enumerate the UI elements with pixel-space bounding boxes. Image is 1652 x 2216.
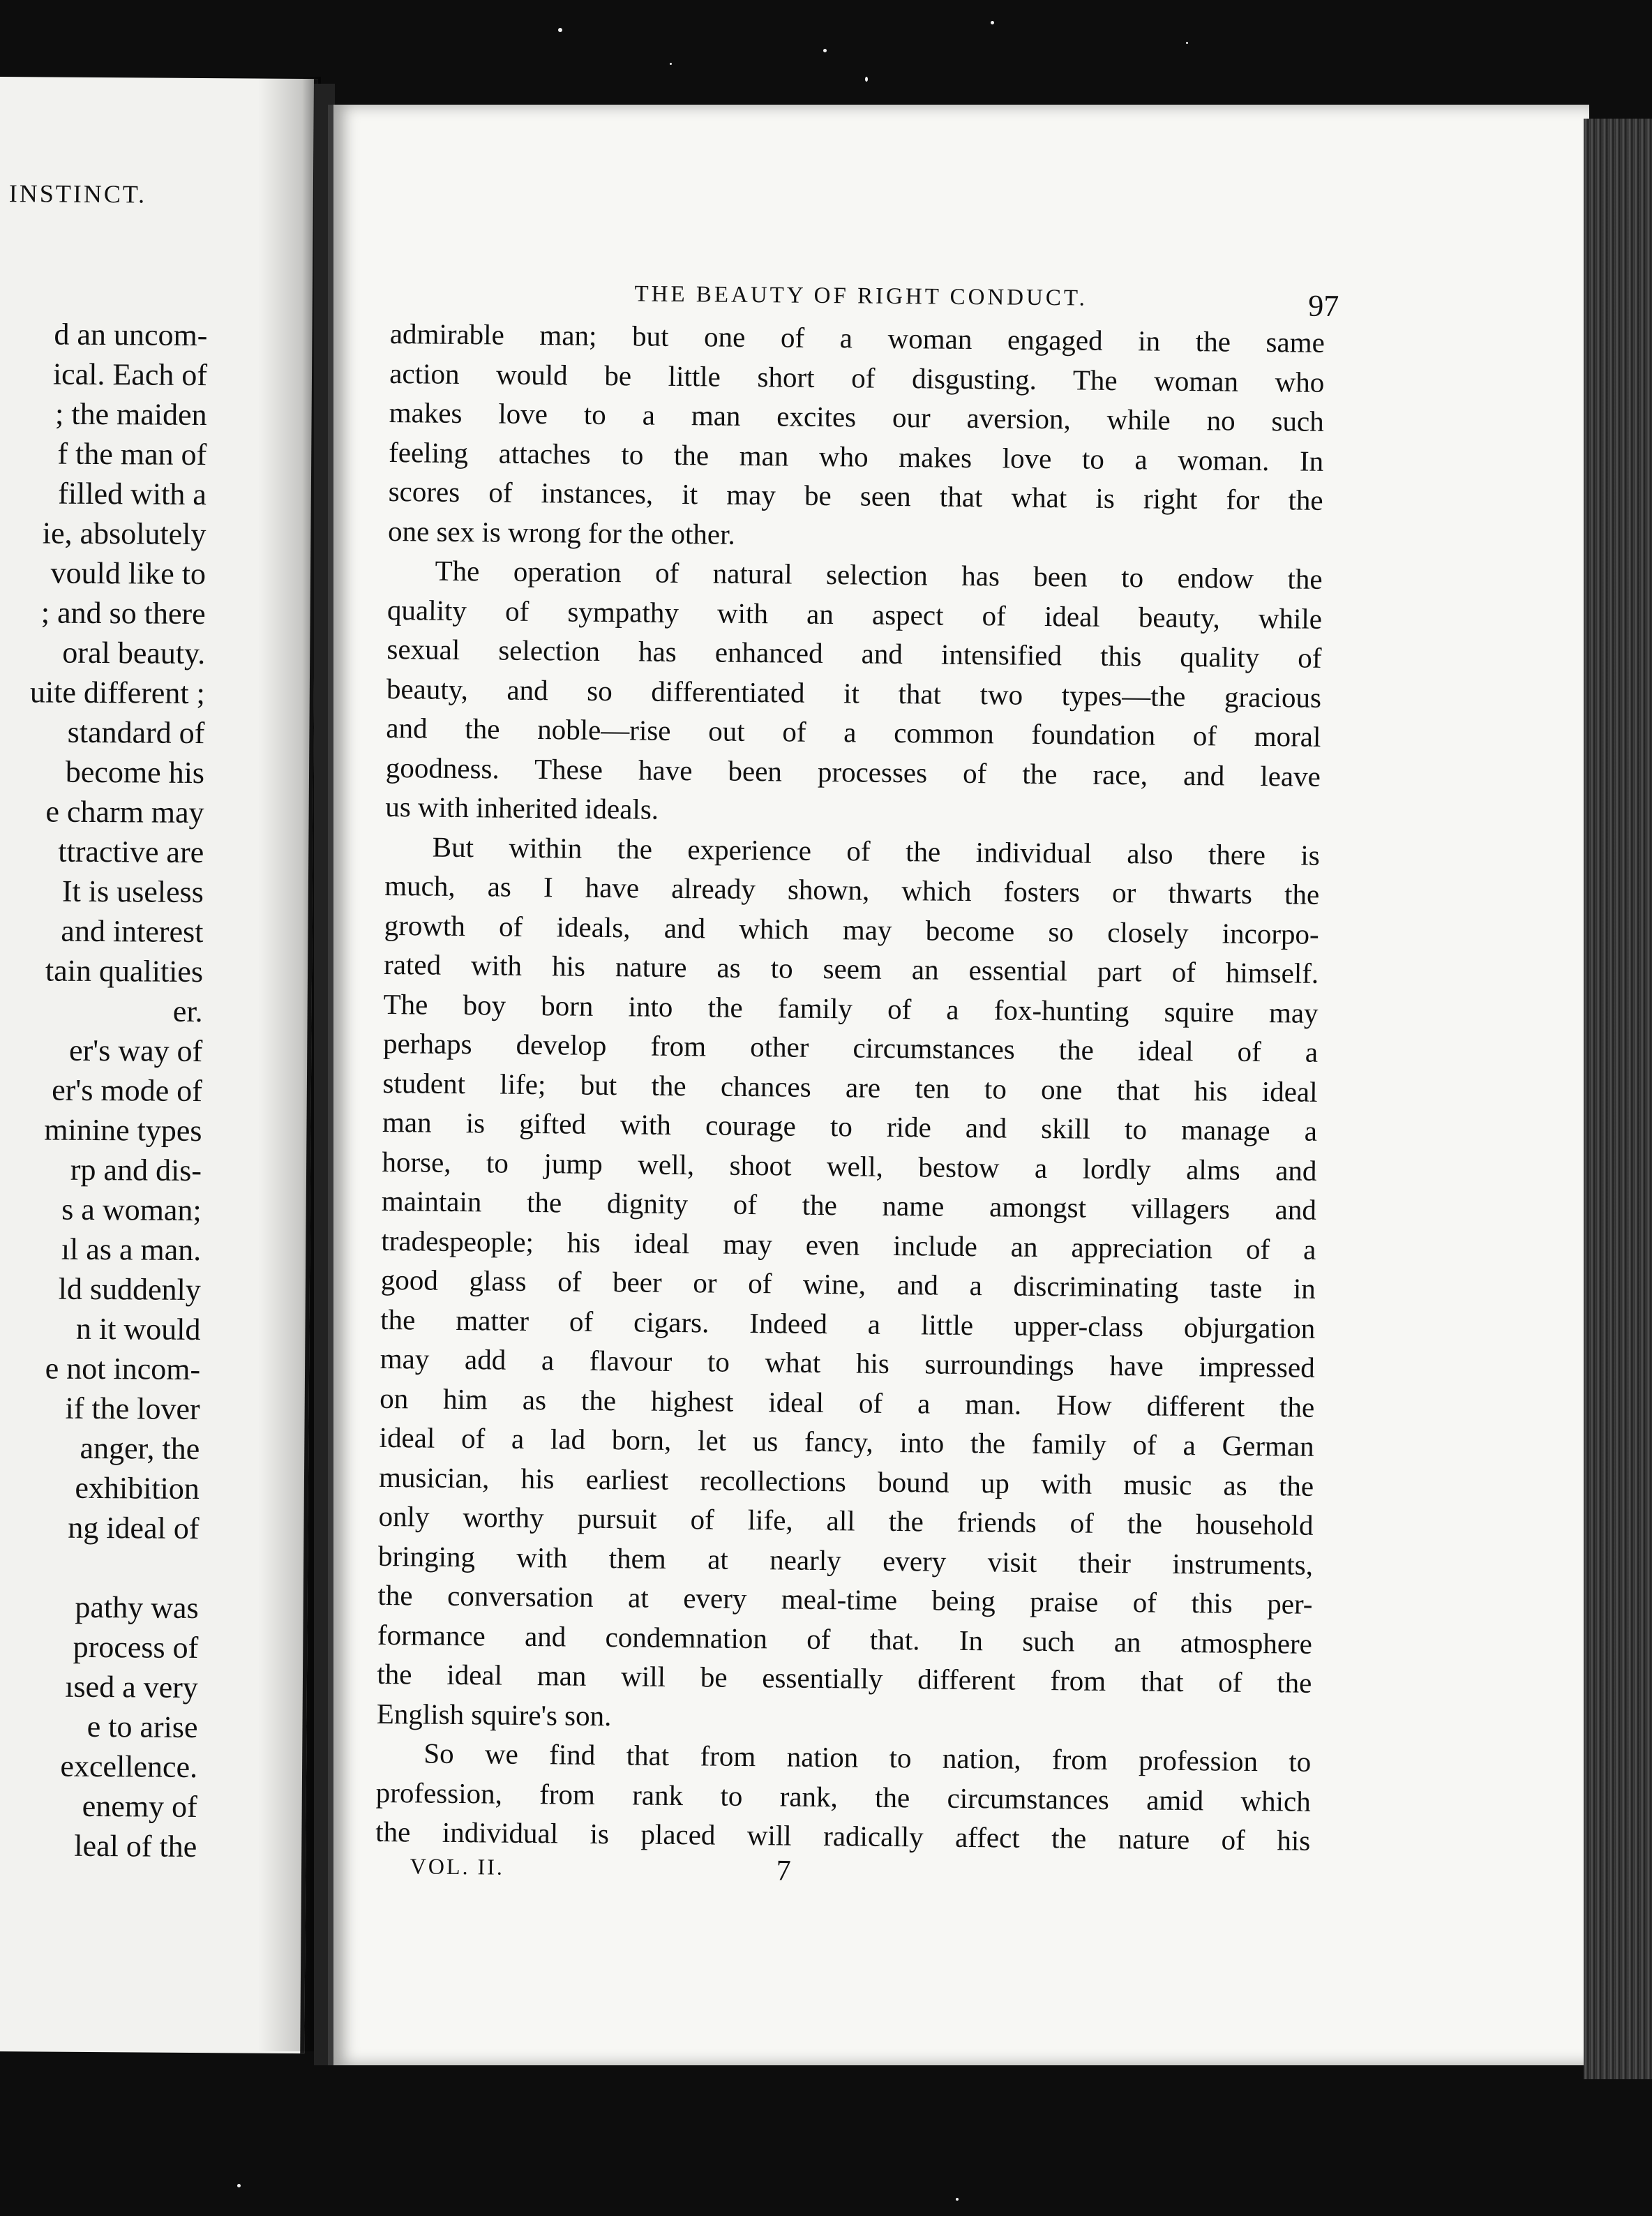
text-line: man is gifted with courage to ride and skill to manage a <box>382 1105 1318 1147</box>
text-line: may add a flavour to what his surroundings have impressed <box>380 1342 1315 1384</box>
left-text-line: vould like to <box>50 555 206 592</box>
text-line: formance and condemnation of that. In such an atmosphere <box>377 1618 1313 1660</box>
text-line: the ideal man will be essentially different from that of the <box>377 1657 1312 1699</box>
left-text-line: s a woman; <box>61 1192 202 1228</box>
left-text-line: It is useless <box>61 874 204 910</box>
text-line: tradespeople; his ideal may even include an appreciation of a <box>381 1224 1316 1266</box>
text-line: only worthy pursuit of life, all the friends of the household <box>378 1499 1314 1541</box>
left-text-line: ıl as a man. <box>61 1231 202 1268</box>
text-line: growth of ideals, and which may become so closely incorpo- <box>384 908 1319 950</box>
left-text-line: uite different ; <box>29 675 206 711</box>
left-page-text <box>0 314 208 1866</box>
text-line: action would be little short of disgusting. The woman who <box>389 357 1325 398</box>
left-text-line: ie, absolutely <box>42 516 206 552</box>
text-line: So we find that from nation to nation, from profession to <box>423 1737 1312 1778</box>
text-line: much, as I have already shown, which fosters or thwarts the <box>384 869 1320 911</box>
text-line: on him as the highest ideal of a man. How different the <box>380 1382 1315 1423</box>
left-text-line: e charm may <box>45 794 204 830</box>
body-text <box>375 314 1325 1860</box>
left-text-line: e not incom- <box>45 1351 201 1387</box>
left-text-line: leal of the <box>74 1828 197 1864</box>
text-line: feeling attaches to the man who makes love to a woman. In <box>389 435 1324 477</box>
left-text-line: and interest <box>61 913 204 950</box>
text-line: ideal of a lad born, let us fancy, into the family of a German <box>379 1421 1314 1462</box>
text-line: scores of instances, it may be seen that what is right for the <box>388 474 1323 516</box>
text-line: But within the experience of the individual also there is <box>432 830 1320 871</box>
text-line: rated with his nature as to seem an essential part of himself. <box>383 948 1319 989</box>
left-text-line: filled with a <box>58 476 206 512</box>
left-text-line: enemy of <box>82 1788 197 1825</box>
left-text-line: er's way of <box>68 1033 203 1069</box>
left-text-line: standard of <box>67 714 205 751</box>
text-line: horse, to jump well, shoot well, bestow a lordly alms and <box>382 1145 1317 1187</box>
text-line: profession, from rank to rank, the circumstances amid which <box>375 1776 1311 1818</box>
page-footer <box>375 1852 1310 1903</box>
left-text-line: ld suddenly <box>58 1271 202 1308</box>
text-line: student life; but the chances are ten to one that his ideal <box>382 1066 1318 1108</box>
left-text-line: excellence. <box>60 1749 198 1785</box>
text-line: the individual is placed will radically affect the nature of his <box>375 1815 1311 1857</box>
text-line: and the noble—rise out of a common foundation of moral <box>386 711 1321 753</box>
left-text-line: f the man of <box>57 436 207 472</box>
text-line: one sex is wrong for the other. <box>387 514 735 551</box>
left-text-line: process of <box>73 1629 199 1665</box>
page-fore-edge <box>1584 119 1652 2079</box>
left-text-line: tain qualities <box>45 953 204 989</box>
left-text-line: oral beauty. <box>62 635 206 671</box>
text-line: English squire's son. <box>376 1697 612 1732</box>
running-header <box>390 251 1339 324</box>
left-text-line: become his <box>65 754 205 791</box>
text-line: The boy born into the family of a fox-hunting squire may <box>383 987 1319 1029</box>
text-line: the matter of cigars. Indeed a little upper-class objurgation <box>380 1303 1316 1345</box>
text-line: us with inherited ideals. <box>385 790 659 825</box>
left-text-line: exhibition <box>75 1470 200 1506</box>
page-number: 97 <box>1308 288 1339 324</box>
left-text-line: ısed a very <box>65 1669 199 1705</box>
left-text-line: er's mode of <box>52 1072 203 1109</box>
left-text-line: ; and so there <box>40 595 206 631</box>
text-line: bringing with them at nearly every visit their instruments, <box>377 1539 1314 1581</box>
left-text-line: e to arise <box>87 1709 198 1745</box>
running-title: THE BEAUTY OF RIGHT CONDUCT. <box>634 281 1088 311</box>
volume-label: VOL. II. <box>410 1852 505 1880</box>
left-text-line: ; the maiden <box>54 396 207 433</box>
text-line: perhaps develop from other circumstances the ideal of a <box>382 1026 1319 1068</box>
text-line: admirable man; but one of a woman engaged in the same <box>389 317 1326 359</box>
left-text-line: minine types <box>44 1112 202 1148</box>
text-line: the conversation at every meal-time being praise of this per- <box>377 1578 1313 1620</box>
text-line: goodness. These have been processes of the race, and leave <box>385 751 1321 793</box>
right-page-content <box>375 251 1339 1903</box>
left-facing-page <box>0 77 318 2053</box>
text-line: The operation of natural selection has been to endow the <box>435 554 1323 595</box>
text-line: maintain the dignity of the name amongst villagers and <box>381 1184 1317 1226</box>
signature-mark: 7 <box>776 1854 791 1887</box>
left-running-header: INSTINCT. <box>8 179 147 209</box>
left-text-line: ical. Each of <box>52 357 208 393</box>
left-text-line: er. <box>172 994 203 1029</box>
left-text-line: if the lover <box>65 1391 200 1427</box>
left-text-line: rp and dis- <box>70 1152 202 1188</box>
left-text-line: pathy was <box>75 1589 199 1626</box>
text-line: quality of sympathy with an aspect of ideal beauty, while <box>386 593 1323 635</box>
text-line: sexual selection has enhanced and intensified this quality of <box>386 632 1322 674</box>
text-line: good glass of beer or of wine, and a discriminating taste in <box>380 1263 1316 1305</box>
left-text-line: n it would <box>75 1311 201 1347</box>
text-line: makes love to a man excites our aversion, while no such <box>389 396 1324 437</box>
text-line: beauty, and so differentiated it that two types—the gracious <box>386 672 1322 714</box>
text-line: musician, his earliest recollections bound up with music as the <box>378 1460 1314 1502</box>
left-text-line: anger, the <box>80 1430 200 1467</box>
left-text-line: ng ideal of <box>68 1510 200 1546</box>
left-text-line <box>0 1547 199 1588</box>
left-text-line: ttractive are <box>58 834 204 870</box>
left-text-line: d an uncom- <box>54 317 208 353</box>
